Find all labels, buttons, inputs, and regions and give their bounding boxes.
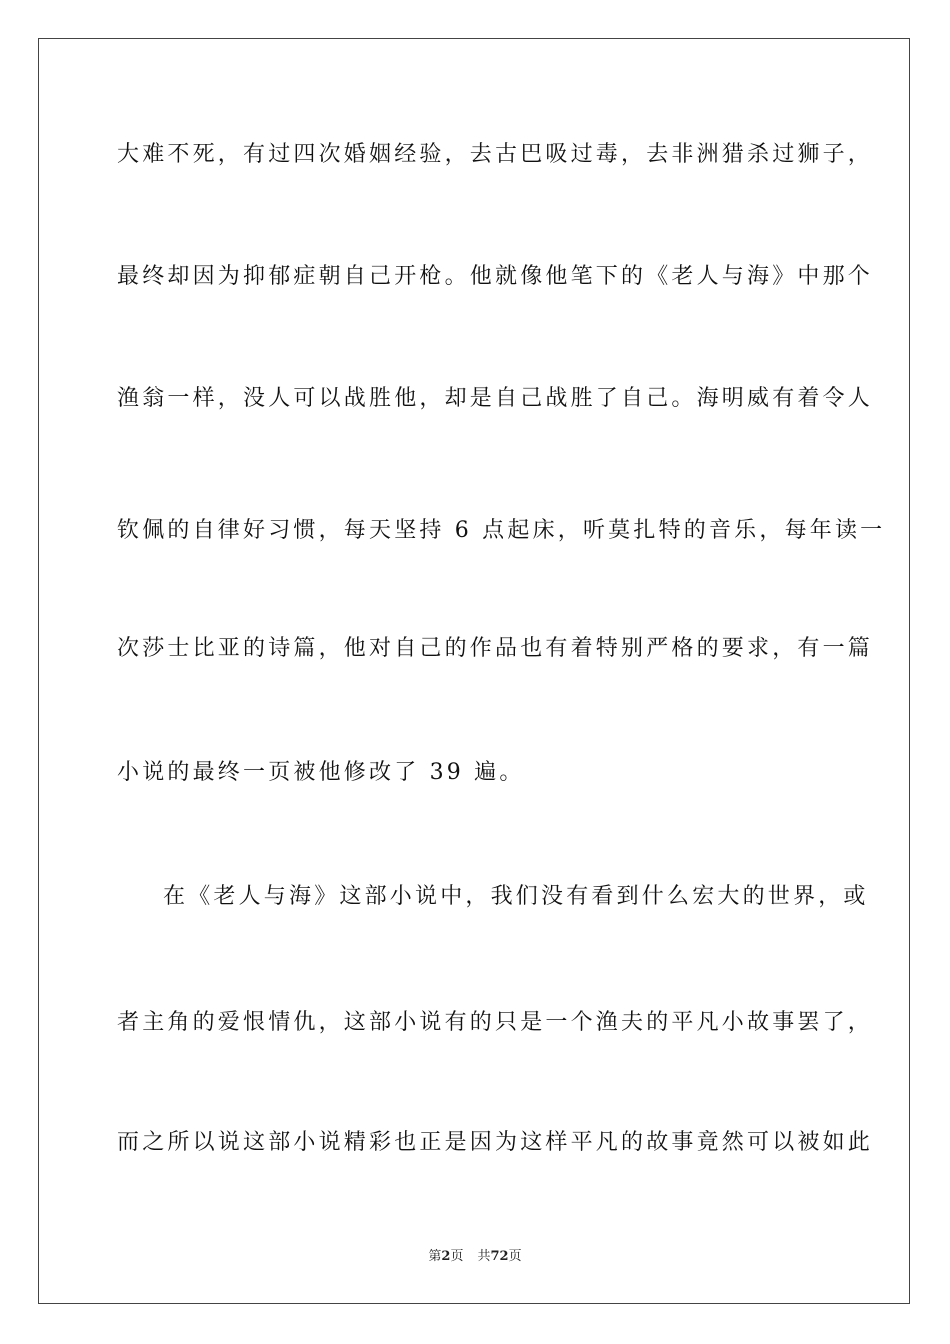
total-suffix: 页 <box>508 1249 522 1264</box>
body-text-line: 者主角的爱恨情仇，这部小说有的只是一个渔夫的平凡小故事罢了， <box>117 1010 874 1035</box>
page-number: 2 <box>441 1249 451 1264</box>
page-suffix: 页 <box>450 1249 464 1264</box>
body-text-line: 而之所以说这部小说精彩也正是因为这样平凡的故事竟然可以被如此 <box>117 1130 874 1155</box>
page-footer <box>0 1248 950 1266</box>
body-text-line: 大难不死，有过四次婚姻经验，去古巴吸过毒，去非洲猎杀过狮子， <box>117 142 874 167</box>
page-prefix: 第 <box>428 1249 442 1264</box>
total-prefix: 共 <box>477 1249 491 1264</box>
body-text-line: 小说的最终一页被他修改了 39 遍。 <box>117 760 525 785</box>
total-pages: 72 <box>490 1249 509 1264</box>
page-border <box>38 38 910 1304</box>
body-text-line: 钦佩的自律好习惯，每天坚持 6 点起床，听莫扎特的音乐，每年读一 <box>117 518 886 543</box>
paragraph-first-line: 在《老人与海》这部小说中，我们没有看到什么宏大的世界，或 <box>163 884 869 909</box>
body-text-line: 次莎士比亚的诗篇，他对自己的作品也有着特别严格的要求，有一篇 <box>117 636 874 661</box>
body-text-line: 渔翁一样，没人可以战胜他，却是自己战胜了自己。海明威有着令人 <box>117 386 874 411</box>
body-text-line: 最终却因为抑郁症朝自己开枪。他就像他笔下的《老人与海》中那个 <box>117 264 874 289</box>
